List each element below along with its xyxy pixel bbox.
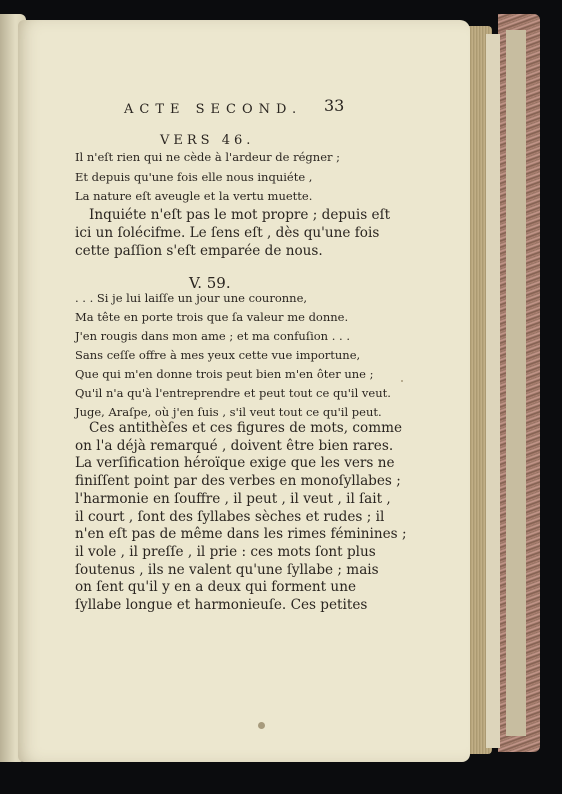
running-title: ACTE SECOND. [124, 102, 303, 117]
verse-line: Ma tête en porte trois que ſa valeur me donne. [75, 310, 349, 324]
commentary-line: n'en eſt pas de même dans les rimes féminines ; [75, 526, 407, 543]
commentary-line: on ſent qu'il y en a deux qui forment une [75, 579, 356, 596]
commentary-line: il court , ſont des ſyllabes sèches et rudes ; il [75, 508, 385, 525]
commentary-line: cette paſſion s'eſt emparée de nous. [75, 243, 323, 259]
section-heading-vers-46: VERS 46. [160, 133, 255, 148]
verse-line: Juge, Araſpe, où j'en ſuis , s'il veut tout ce qu'il peut. [75, 405, 382, 419]
verse-line: Qu'il n'a qu'à l'entreprendre et peut tout ce qu'il veut. [75, 386, 391, 400]
commentary-line: finiſſent point par des verbes en monoſyllabes ; [75, 473, 401, 490]
section-heading-v-59: V. 59. [189, 274, 231, 292]
page-block-edges-inner [486, 34, 500, 748]
paper-speck [401, 380, 403, 382]
commentary-line: ſoutenus , ils ne valent qu'une ſyllabe ; mais [75, 561, 379, 578]
commentary-line: il vole , il preſſe , il prie : ces mots ſont plus [75, 543, 376, 560]
paper-stain [258, 722, 265, 729]
verse-line: Il n'eſt rien qui ne cède à l'ardeur de régner ; [75, 150, 341, 164]
verse-line: Sans ceſſe offre à mes yeux cette vue importune, [75, 348, 361, 362]
verse-line: Et depuis qu'une fois elle nous inquiéte , [75, 170, 313, 184]
commentary-line: Inquiéte n'eſt pas le mot propre ; depuis eſt [89, 207, 391, 223]
commentary-line: ſyllabe longue et harmonieuſe. Ces petites [75, 597, 368, 613]
cover-inner-board [506, 30, 526, 736]
verse-line: La nature eſt aveugle et la vertu muette. [75, 189, 313, 203]
commentary-line: l'harmonie en ſouffre , il peut , il veut , il ſait , [75, 490, 391, 507]
verse-line: . . . Si je lui laiſſe un jour une couronne, [75, 291, 308, 305]
commentary-line: on l'a déjà remarqué , doivent être bien rares. [75, 437, 394, 454]
verse-line: J'en rougis dans mon ame ; et ma confuſion . . . [75, 329, 351, 343]
commentary-line: ici un ſolécifme. Le ſens eſt , dès qu'une fois [75, 225, 380, 241]
page-number: 33 [324, 96, 345, 115]
commentary-line: La verſification héroïque exige que les vers ne [75, 455, 395, 472]
commentary-line: Ces antithèſes et ces figures de mots, comme [89, 420, 403, 436]
verse-line: Que qui m'en donne trois peut bien m'en ôter une ; [75, 367, 374, 381]
